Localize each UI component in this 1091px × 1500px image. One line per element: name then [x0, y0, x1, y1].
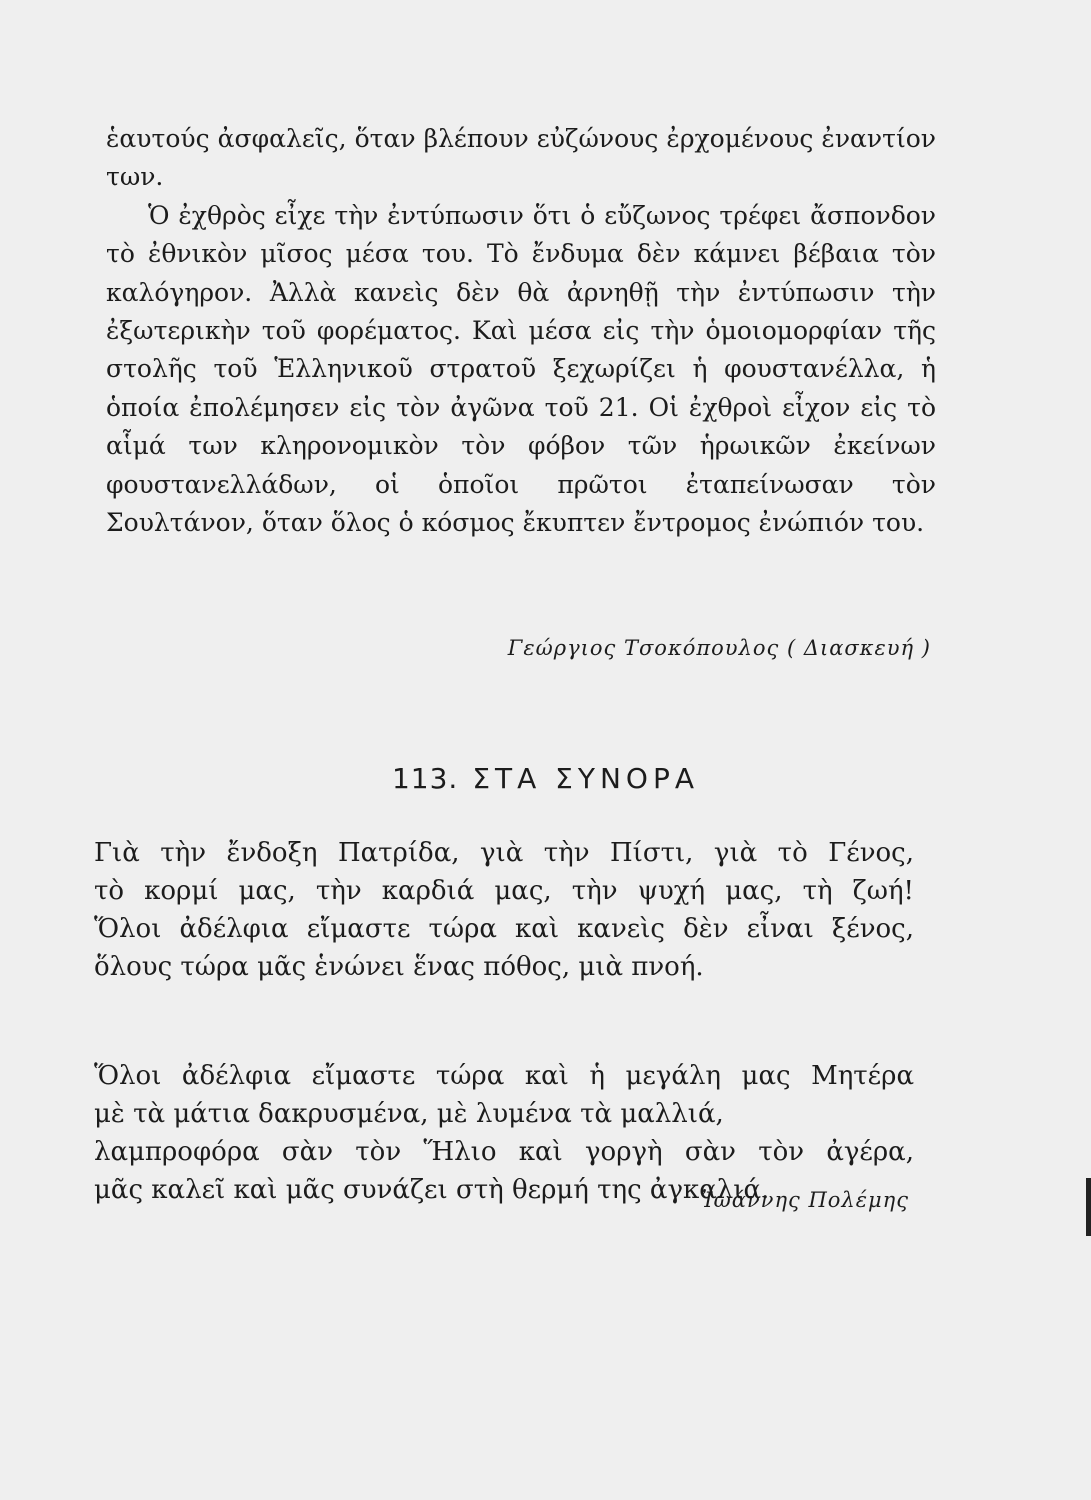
poem-line: λαμπροφόρα σὰν τὸν Ἥλιο καὶ γοργὴ σὰν τὸν ἀγέρα,: [94, 1137, 914, 1167]
poem-stanza-2: [94, 1057, 914, 1209]
poem-author: Ἰωάννης Πολέμης: [701, 1188, 909, 1212]
poem-title: ΣΤΑ ΣΥΝΟΡΑ: [472, 762, 699, 795]
prose-paragraph-continuation: ἑαυτούς ἀσφαλεῖς, ὅταν βλέπουν εὐζώνους ἐρχομένους ἐναντίον των.: [106, 124, 936, 192]
prose-text: [106, 120, 936, 542]
poem-number: 113.: [391, 762, 459, 795]
poem-line: ὅλους τώρα μᾶς ἑνώνει ἕνας πόθος, μιὰ πνοή.: [94, 952, 704, 982]
poem-line: μὲ τὰ μάτια δακρυσμένα, μὲ λυμένα τὰ μαλλιά,: [94, 1099, 724, 1129]
poem-line: Γιὰ τὴν ἔνδοξη Πατρίδα, γιὰ τὴν Πίστι, γιὰ τὸ Γένος,: [94, 838, 914, 868]
poem-line: Ὅλοι ἀδέλφια εἴμαστε τώρα καὶ ἡ μεγάλη μας Μητέρα: [94, 1061, 914, 1091]
poem-line: Ὅλοι ἀδέλφια εἴμαστε τώρα καὶ κανεὶς δὲν εἶναι ξένος,: [94, 914, 914, 944]
poem-stanza-1: [94, 834, 914, 986]
prose-paragraph: Ὁ ἐχθρὸς εἶχε τὴν ἐντύπωσιν ὅτι ὁ εὔζωνος τρέφει ἄσπονδον τὸ ἐθνικὸν μῖσος μέσα του. Τὸ ἔνδυμα δὲν κάμνει βέβαια τὸν καλόγηρον. Ἀλλὰ κανεὶς δὲν θὰ ἀρνηθῇ τὴν ἐντύπωσιν τὴν ἐξωτερικὴν τοῦ φορέματος. Καὶ μέσα εἰς τὴν ὁμοιομορφίαν τῆς στολῆς τοῦ Ἑλληνικοῦ στρατοῦ ξεχωρίζει ἡ φουστανέλλα, ἡ ὁποία ἐπολέμησεν εἰς τὸν ἀγῶνα τοῦ 21. Οἱ ἐχθροὶ εἶχον εἰς τὸ αἷμά των κληρονομικὸν τὸν φόβον τῶν ἡρωικῶν ἐκείνων φουστανελλάδων, οἱ ὁποῖοι πρῶτοι ἐταπείνωσαν τὸν Σουλτάνον, ὅταν ὅλος ὁ κόσμος ἔκυπτεν ἔντρομος ἐνώπιόν του.: [106, 200, 936, 538]
page-edge-mark: [1086, 1178, 1091, 1236]
prose-signature: Γεώργιος Τσοκόπουλος ( Διασκευή ): [507, 636, 931, 660]
poem-line: μᾶς καλεῖ καὶ μᾶς συνάζει στὴ θερμή της ἀγκαλιά.: [94, 1175, 770, 1205]
poem-line: τὸ κορμί μας, τὴν καρδιά μας, τὴν ψυχή μας, τὴ ζωή!: [94, 876, 914, 906]
poem-heading: [0, 762, 1091, 795]
